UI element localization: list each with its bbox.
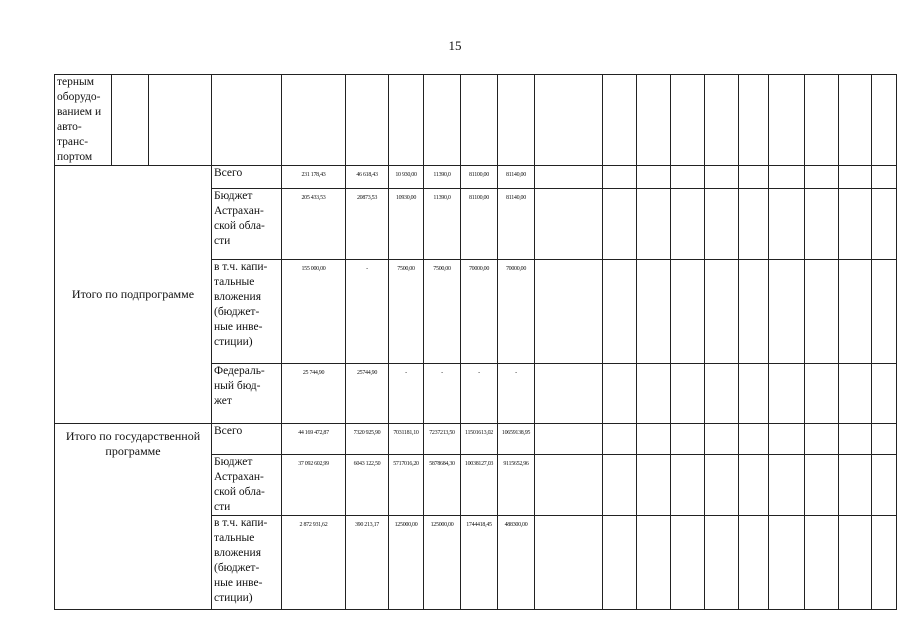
value-cell: 10659138,95 [498,424,535,455]
funding-type-cell: Бюджет Астрахан- ской обла- сти [212,455,282,516]
continuation-line: оборудо- [57,91,101,103]
value-cell: - [346,260,389,364]
value-cell: 9115652,96 [498,455,535,516]
continuation-cell [55,75,112,166]
value-cell: 11501613,02 [461,424,498,455]
value-cell: 2 872 931,62 [282,516,346,610]
subprogram-total-label: Итого по подпрограмме [55,166,212,424]
value-cell: 37 092 602,99 [282,455,346,516]
value-cell: 81140,00 [498,189,535,260]
value-cell: 5717016,20 [389,455,424,516]
value-cell: 390 213,17 [346,516,389,610]
value-cell: 155 000,00 [282,260,346,364]
value-cell: 10038127,03 [461,455,498,516]
funding-type-cell: Всего [212,424,282,455]
value-cell: 205 433,53 [282,189,346,260]
value-cell: 1744418,45 [461,516,498,610]
table-row [55,166,897,189]
value-cell: 70000,00 [461,260,498,364]
funding-type-cell: в т.ч. капи- тальные вложения (бюджет- ные инве- стиции) [212,260,282,364]
value-cell: 10930,00 [389,189,424,260]
funding-type-cell: в т.ч. капи- тальные вложения (бюджет- ные инве- стиции) [212,516,282,610]
value-cell: 488300,00 [498,516,535,610]
table-row [55,75,897,166]
funding-type-cell: Всего [212,166,282,189]
budget-table [54,74,897,610]
value-cell: 7031181,10 [389,424,424,455]
value-cell: - [498,364,535,424]
continuation-line: портом [57,151,93,163]
value-cell: 125000,00 [424,516,461,610]
value-cell: 7500,00 [424,260,461,364]
value-cell: 231 178,43 [282,166,346,189]
value-cell: 81140,00 [498,166,535,189]
value-cell: 81100,00 [461,189,498,260]
continuation-line: ванием и [57,106,102,118]
value-cell: 10 930,00 [389,166,424,189]
value-cell: 7500,00 [389,260,424,364]
value-cell: 44 169 472,87 [282,424,346,455]
value-cell: 46 618,43 [346,166,389,189]
value-cell: 25744,90 [346,364,389,424]
program-total-label: Итого по государственной программе [55,424,212,610]
value-cell: - [461,364,498,424]
funding-type-cell: Бюджет Астрахан- ской обла- сти [212,189,282,260]
value-cell: 70000,00 [498,260,535,364]
value-cell: 81100,00 [461,166,498,189]
continuation-line: терным [57,76,95,88]
continuation-line: транс- [57,136,89,148]
continuation-line: авто- [57,121,82,133]
value-cell: 20873,53 [346,189,389,260]
value-cell: 7320 925,90 [346,424,389,455]
page-number: 15 [448,38,462,53]
value-cell: 5878684,30 [424,455,461,516]
value-cell: 11390,0 [424,166,461,189]
value-cell: 125000,00 [389,516,424,610]
value-cell: - [424,364,461,424]
value-cell: 25 744,90 [282,364,346,424]
value-cell: - [389,364,424,424]
value-cell: 7237213,50 [424,424,461,455]
value-cell: 6043 122,50 [346,455,389,516]
value-cell: 11390,0 [424,189,461,260]
table-row [55,424,897,455]
funding-type-cell: Федераль- ный бюд- жет [212,364,282,424]
